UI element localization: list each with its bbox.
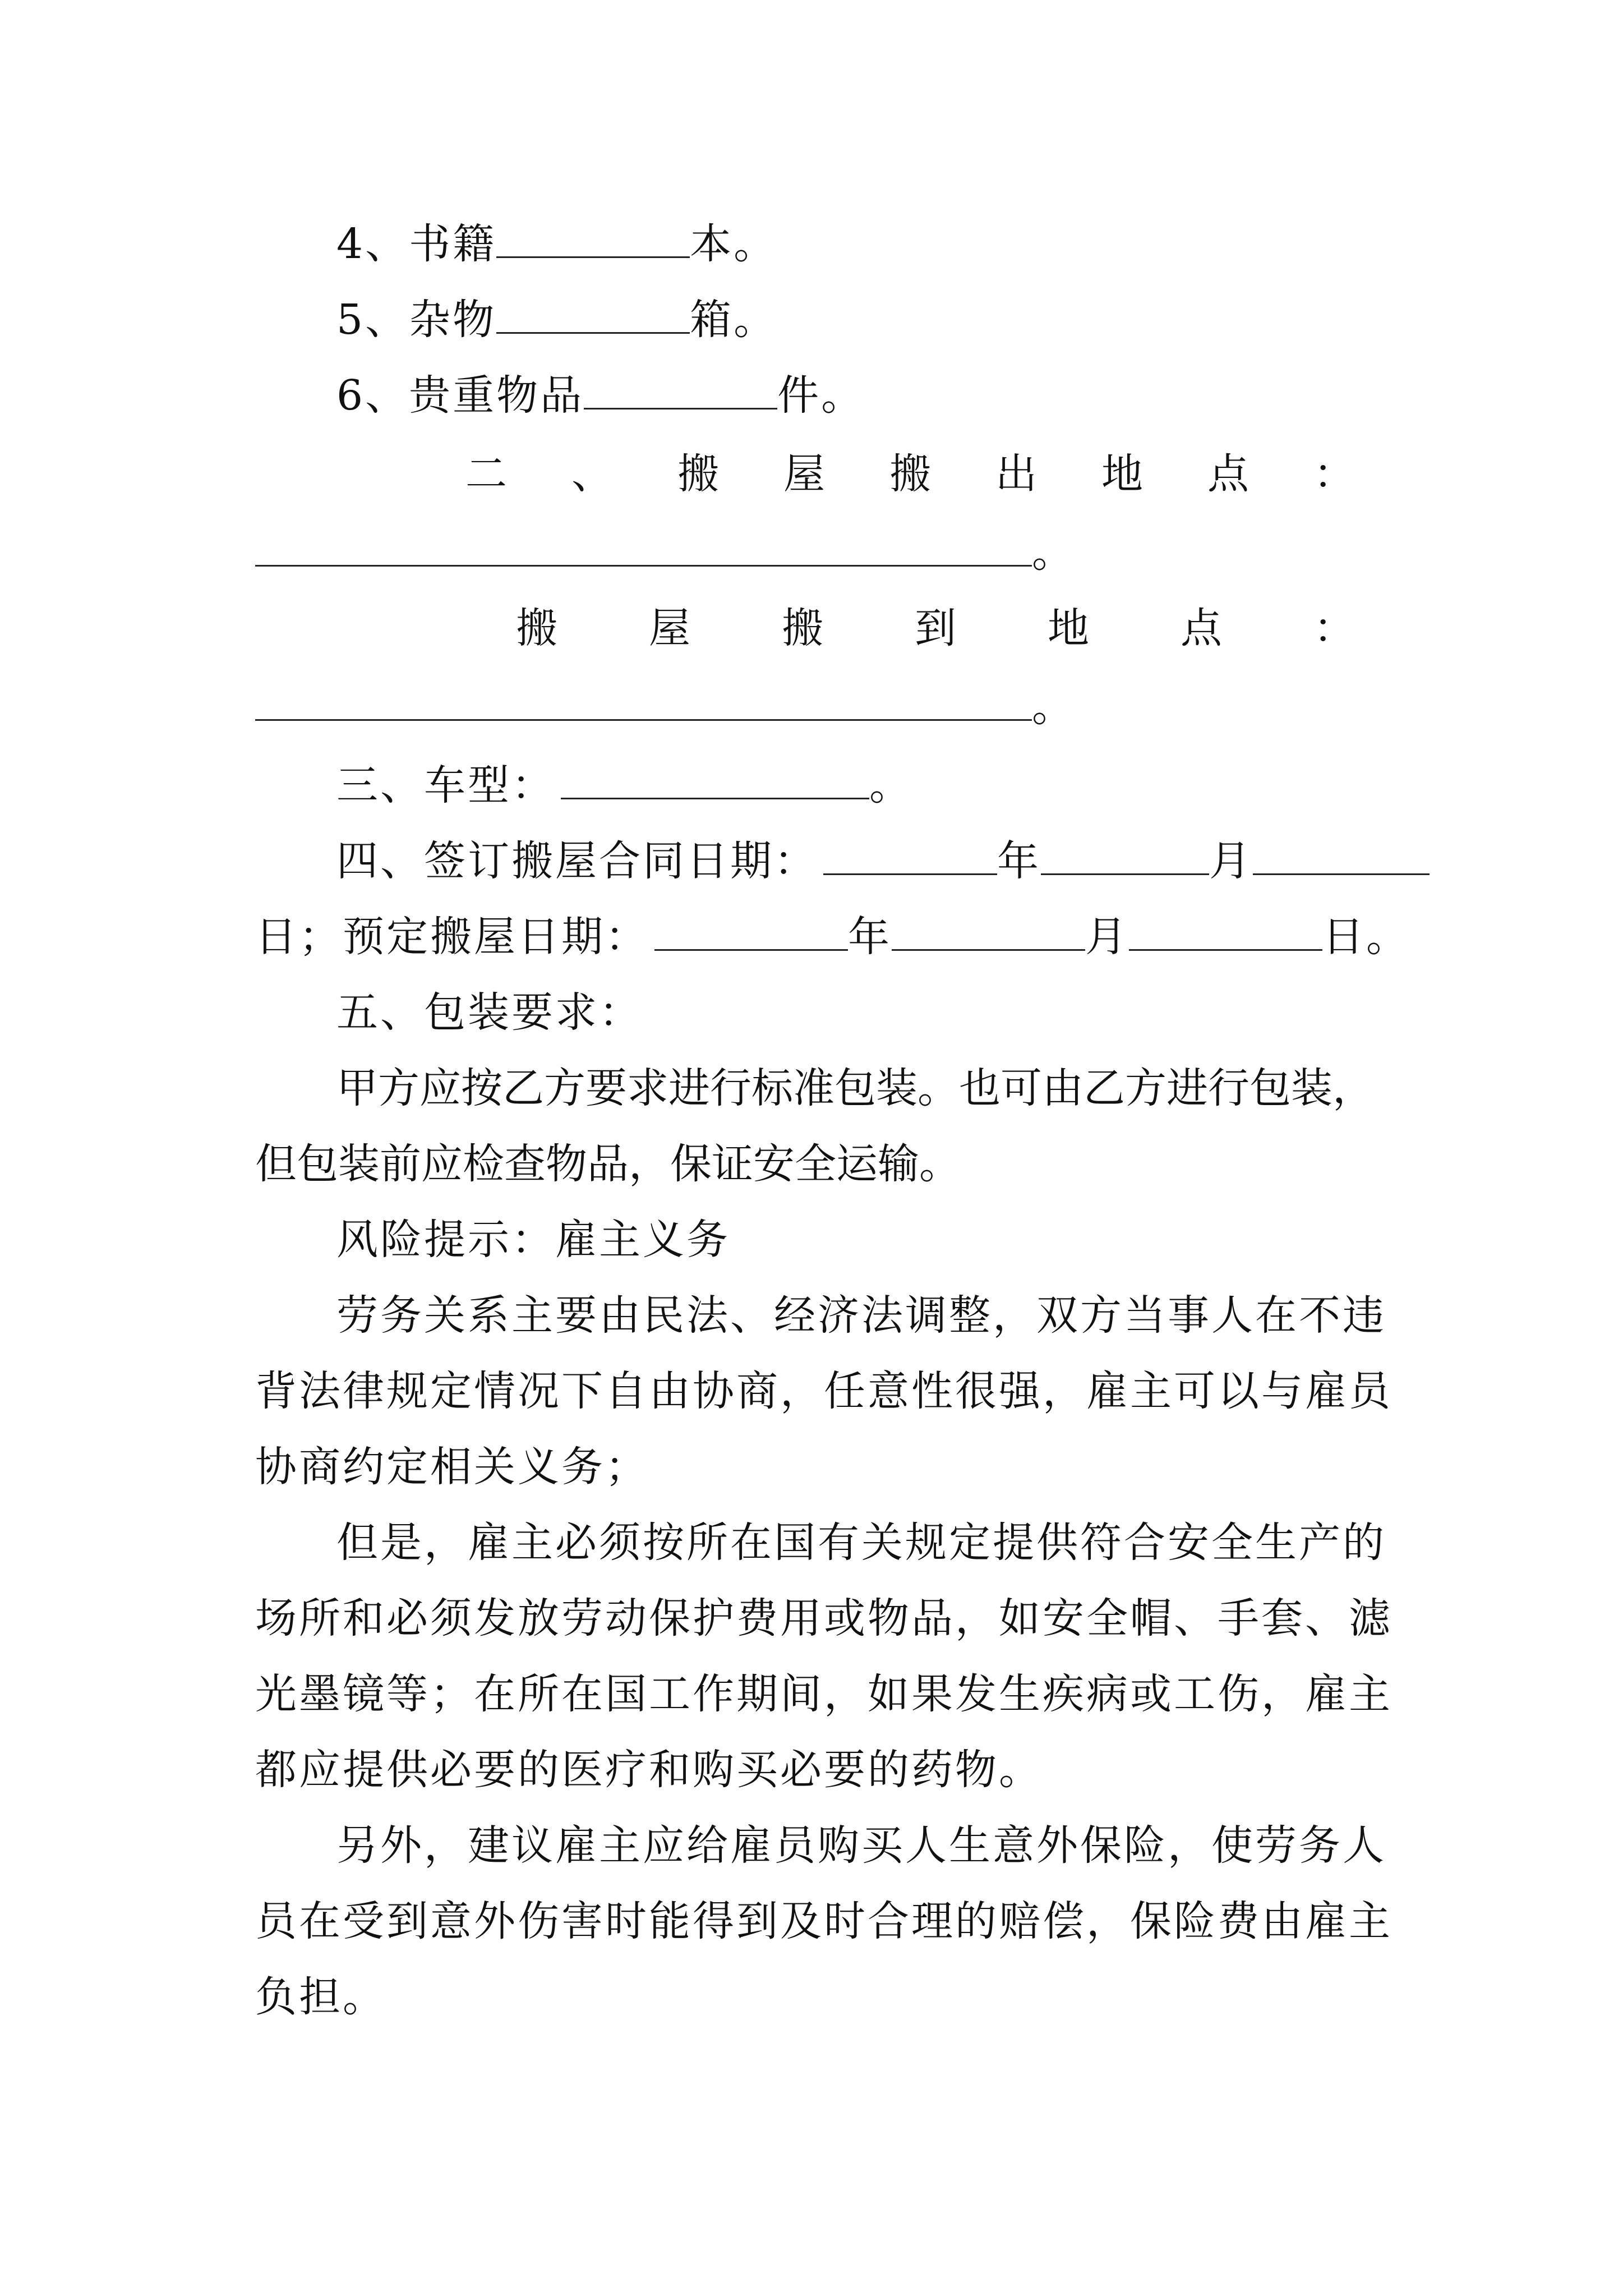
spread-char: 地: [1101, 450, 1145, 498]
year-label: 年: [848, 913, 892, 961]
planned-day-field[interactable]: [1129, 907, 1322, 951]
risk-paragraph-line: 员在受到意外伤害时能得到及时合理的赔偿，保险费由雇主: [255, 1897, 1393, 1945]
moving-to-label: [516, 597, 1357, 659]
month-label: 月: [1085, 913, 1129, 961]
day-end-label: 日。: [1322, 913, 1410, 961]
line-end: 。: [1032, 528, 1076, 577]
contract-month-field[interactable]: [1041, 831, 1209, 875]
moving-from-field[interactable]: [255, 522, 1032, 567]
spread-char: 地: [1048, 604, 1091, 652]
planned-year-field[interactable]: [654, 907, 848, 951]
item-number: 5、: [336, 296, 409, 344]
risk-paragraph-line: 另外，建议雇主应给雇员购买人生意外保险，使劳务人: [336, 1821, 1386, 1870]
spread-char: ：: [1313, 450, 1357, 498]
risk-paragraph-line: 负担。: [255, 1973, 386, 2021]
risk-paragraph-line: 光墨镜等；在所在国工作期间，如果发生疾病或工伤，雇主: [255, 1670, 1393, 1718]
spread-char: 搬: [677, 450, 721, 498]
item-sundries: [336, 289, 1405, 351]
moving-from-field-line: [255, 522, 1405, 583]
contract-year-field[interactable]: [823, 831, 997, 875]
spread-char: 屋: [783, 450, 827, 498]
spread-char: 点: [1181, 604, 1224, 652]
item-label: 杂物: [409, 296, 497, 344]
item-number: 4、: [336, 220, 409, 268]
spread-char: 、: [571, 450, 615, 498]
item-unit: 本。: [690, 220, 778, 268]
moving-to-field-line: [255, 676, 1405, 738]
planned-date: [255, 906, 1410, 968]
risk-paragraph-line: 都应提供必要的医疗和购买必要的药物。: [255, 1746, 1043, 1794]
moving-to-field[interactable]: [255, 677, 1032, 721]
vehicle-type: [336, 754, 1405, 816]
item-label: 贵重物品: [409, 371, 584, 420]
year-label: 年: [997, 837, 1041, 885]
blank-field[interactable]: [584, 365, 777, 409]
risk-heading: 风险提示：雇主义务: [336, 1216, 730, 1264]
vehicle-type-field[interactable]: [561, 755, 869, 799]
item-valuables: [336, 365, 1405, 426]
risk-paragraph-line: 背法律规定情况下自由协商，任意性很强，雇主可以与雇员: [255, 1367, 1393, 1415]
month-label: 月: [1209, 837, 1253, 885]
spread-char: 出: [995, 450, 1039, 498]
risk-paragraph-line: 劳务关系主要由民法、经济法调整，双方当事人在不违: [336, 1291, 1386, 1340]
moving-from-label: [465, 443, 1357, 505]
spread-char: 点: [1207, 450, 1251, 498]
blank-field[interactable]: [496, 289, 690, 334]
line-end: 。: [1032, 683, 1076, 731]
spread-char: 到: [915, 604, 958, 652]
risk-paragraph-line: 协商约定相关义务；: [255, 1443, 649, 1491]
spread-char: 搬: [782, 604, 826, 652]
item-unit: 件。: [777, 371, 865, 420]
risk-paragraph-line: 但是，雇主必须按所在国有关规定提供符合安全生产的: [336, 1519, 1386, 1567]
contract-day-field[interactable]: [1253, 831, 1430, 875]
item-number: 6、: [336, 371, 409, 420]
spread-char: 搬: [516, 604, 560, 652]
item-books: [336, 213, 1405, 275]
item-unit: 箱。: [690, 296, 778, 344]
day-label: 日: [255, 913, 299, 961]
planned-date-label: ；预定搬屋日期：: [299, 913, 649, 961]
spread-char: 搬: [889, 450, 933, 498]
contract-date-label: 四、签订搬屋合同日期：: [336, 837, 818, 885]
spread-char: 屋: [649, 604, 693, 652]
planned-month-field[interactable]: [892, 907, 1085, 951]
spread-char: 二: [465, 450, 509, 498]
vehicle-type-label: 三、车型：: [336, 761, 555, 809]
risk-paragraph-line: 场所和必须发放劳动保护费用或物品，如安全帽、手套、滤: [255, 1594, 1393, 1642]
packaging-heading: 五、包装要求：: [336, 988, 643, 1037]
item-label: 书籍: [409, 220, 497, 268]
spread-char: ：: [1313, 604, 1357, 652]
contract-date: [336, 830, 1405, 892]
packaging-body-line: 甲方应按乙方要求进行标准包装。也可由乙方进行包装，: [336, 1064, 1374, 1112]
blank-field[interactable]: [496, 214, 690, 258]
packaging-body-line: 但包装前应检查物品，保证安全运输。: [255, 1140, 961, 1188]
line-end: 。: [869, 761, 913, 809]
